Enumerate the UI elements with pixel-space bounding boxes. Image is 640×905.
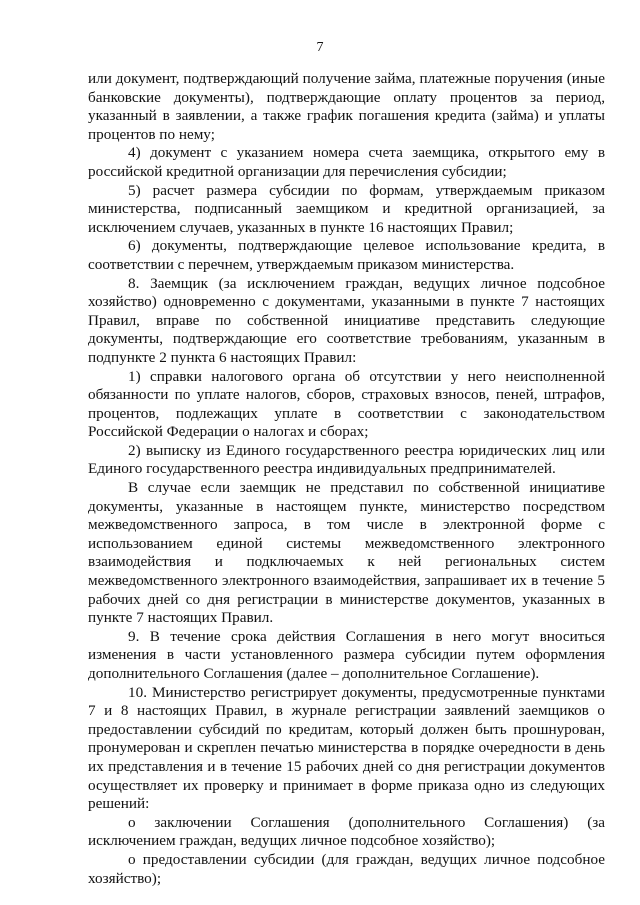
paragraph: или документ, подтверждающий получение займа, платежные поручения (иные банковские документы), подтверждающие оплату процентов за период, указанный в заявлении, а также график погашения кредита (займа) и уплаты процентов по нему;	[88, 70, 605, 143]
paragraph: 10. Министерство регистрирует документы, предусмотренные пунктами 7 и 8 настоящих Правил, в журнале регистрации заявлений заемщиков о предоставлении субсидий по кредитам, который должен быть прошнурован, пронумерован и скреплен печатью министерства в порядке очередности в день их представления и в течение 15 рабочих дней со дня регистрации документов осуществляет их проверку и принимает в форме приказа одно из следующих решений:	[88, 683, 605, 813]
page-number: 7	[316, 40, 324, 55]
paragraph: 6) документы, подтверждающие целевое использование кредита, в соответствии с перечнем, утверждаемым приказом министерства.	[88, 237, 605, 273]
paragraph: 4) документ с указанием номера счета заемщика, открытого ему в российской кредитной организации для перечисления субсидии;	[88, 144, 605, 180]
paragraph: 2) выписку из Единого государственного реестра юридических лиц или Единого государственного реестра индивидуальных предпринимателей.	[88, 441, 605, 478]
document-body	[88, 70, 605, 888]
paragraph: о предоставлении субсидии (для граждан, ведущих личное подсобное хозяйство);	[88, 850, 605, 887]
paragraph: В случае если заемщик не представил по собственной инициативе документы, указанные в настоящем пункте, министерство посредством межведомственного запроса, в том числе в электронной форме с использованием единой системы межведомственного электронного взаимодействия и подключаемых к ней региональных систем межведомственного электронного взаимодействия, запрашивает их в течение 5 рабочих дней со дня регистрации в министерстве документов, указанных в пункте 7 настоящих Правил.	[88, 479, 605, 627]
paragraph: 9. В течение срока действия Соглашения в него могут вноситься изменения в части установленного размера субсидии путем оформления дополнительного Соглашения (далее – дополнительное Соглашение).	[88, 627, 605, 682]
paragraph: о заключении Соглашения (дополнительного Соглашения) (за исключением граждан, ведущих личное подсобное хозяйство);	[88, 813, 605, 850]
paragraph: 1) справки налогового органа об отсутствии у него неисполненной обязанности по уплате налогов, сборов, страховых взносов, пеней, штрафов, процентов, подлежащих уплате в соответствии с законодательством Российской Федерации о налогах и сборах;	[88, 367, 605, 441]
paragraph: 5) расчет размера субсидии по формам, утверждаемым приказом министерства, подписанный заемщиком и кредитной организацией, за исключением случаев, указанных в пункте 16 настоящих Правил;	[88, 181, 605, 236]
paragraph: 8. Заемщик (за исключением граждан, ведущих личное подсобное хозяйство) одновременно с документами, указанными в пункте 7 настоящих Правил, вправе по собственной инициативе представить следующие документы, подтверждающие его соответствие требованиям, указанным в подпункте 2 пункта 6 настоящих Правил:	[88, 274, 605, 366]
